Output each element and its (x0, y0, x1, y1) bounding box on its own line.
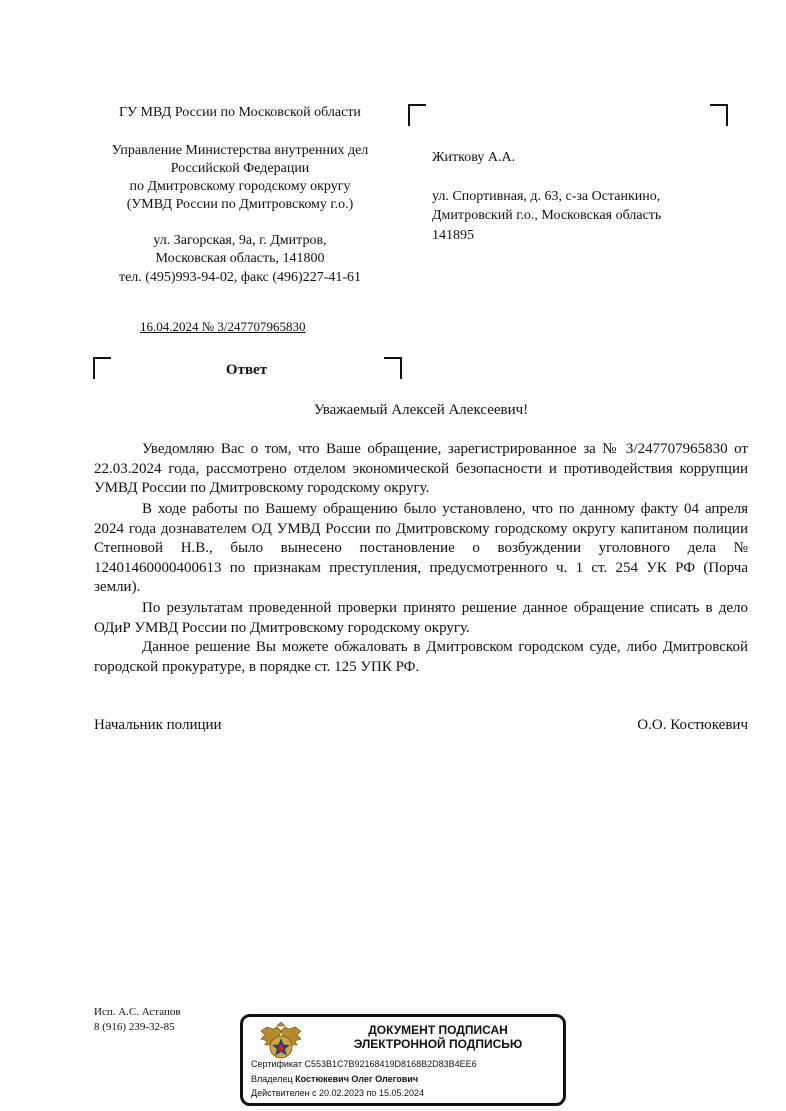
paragraph-4: Данное решение Вы можете обжаловать в Дмитровском городском суде, либо Дмитровской городской прокуратуре, в порядке ст. 125 УПК РФ. (94, 639, 748, 675)
stamp-certificate (251, 1059, 477, 1070)
paragraph-2: В ходе работы по Вашему обращению было установлено, что по данному факту 04 апреля 2024 года дознавателем ОД УМВД России по Дмитровскому городскому округу капитаном полиции Степновой Н.В., было вынесено постановление о возбуждении уголовного дела № 12401460000400613 по признакам преступления, предусмотренного ч. 1 ст. 254 УК РФ (Порча земли). (94, 501, 748, 595)
paragraph-3: По результатам проведенной проверки принято решение данное обращение списать в дело ОДиР УМВД России по Дмитровскому городскому округу. (94, 600, 748, 636)
stamp-owner-value: Костюкевич Олег Олегович (295, 1074, 419, 1084)
signature-name: О.О. Костюкевич (637, 717, 748, 733)
stamp-title-line-2: ЭЛЕКТРОННОЙ ПОДПИСЬЮ (353, 1037, 523, 1051)
registration-number: 16.04.2024 № 3/247707965830 (140, 319, 306, 334)
addressee-corner-left (408, 104, 426, 126)
department-line-1: Управление Министерства внутренних дел (111, 143, 369, 158)
addressee-address-2: Дмитровский г.о., Московская область (432, 208, 662, 223)
electronic-signature-stamp (240, 1014, 566, 1106)
executor-phone: 8 (916) 239-32-85 (94, 1021, 175, 1033)
signature-position: Начальник полиции (94, 717, 222, 733)
stamp-certificate-value: C553B1C7B92168419D8168B2D83B4EE6 (304, 1059, 477, 1069)
addressee-corner-right (710, 104, 728, 126)
addressee-index: 141895 (432, 228, 474, 243)
addressee-name: Житкову А.А. (432, 150, 516, 165)
executor-name: Исп. А.С. Астапов (94, 1006, 181, 1018)
department-line-3: по Дмитровскому городскому округу (129, 179, 351, 194)
department-line-4: (УМВД России по Дмитровскому г.о.) (126, 197, 354, 212)
addressee-address-1: ул. Спортивная, д. 63, с-за Останкино, (432, 189, 661, 204)
address-line-3: тел. (495)993-94-02, факс (496)227-41-61 (118, 270, 362, 285)
address-line-1: ул. Загорская, 9а, г. Дмитров, (153, 233, 327, 248)
stamp-validity: Действителен с 20.02.2023 по 15.05.2024 (251, 1088, 424, 1098)
address-line-2: Московская область, 141800 (155, 251, 325, 266)
subject-title: Ответ (225, 362, 268, 378)
stamp-owner (251, 1074, 418, 1085)
stamp-certificate-label: Сертификат (251, 1059, 302, 1069)
ministry-name: ГУ МВД России по Московской области (119, 105, 361, 120)
stamp-title-line-1: ДОКУМЕНТ ПОДПИСАН (368, 1023, 508, 1037)
greeting: Уважаемый Алексей Алексеевич! (313, 402, 529, 418)
department-line-2: Российской Федерации (170, 161, 310, 176)
paragraph-1: Уведомляю Вас о том, что Ваше обращение, зарегистрированное за № 3/247707965830 от 22.03.2024 года, рассмотрено отделом экономической безопасности и противодействия коррупции УМВД России по Дмитровскому городскому округу. (94, 441, 748, 496)
stamp-owner-label: Владелец (251, 1074, 293, 1084)
